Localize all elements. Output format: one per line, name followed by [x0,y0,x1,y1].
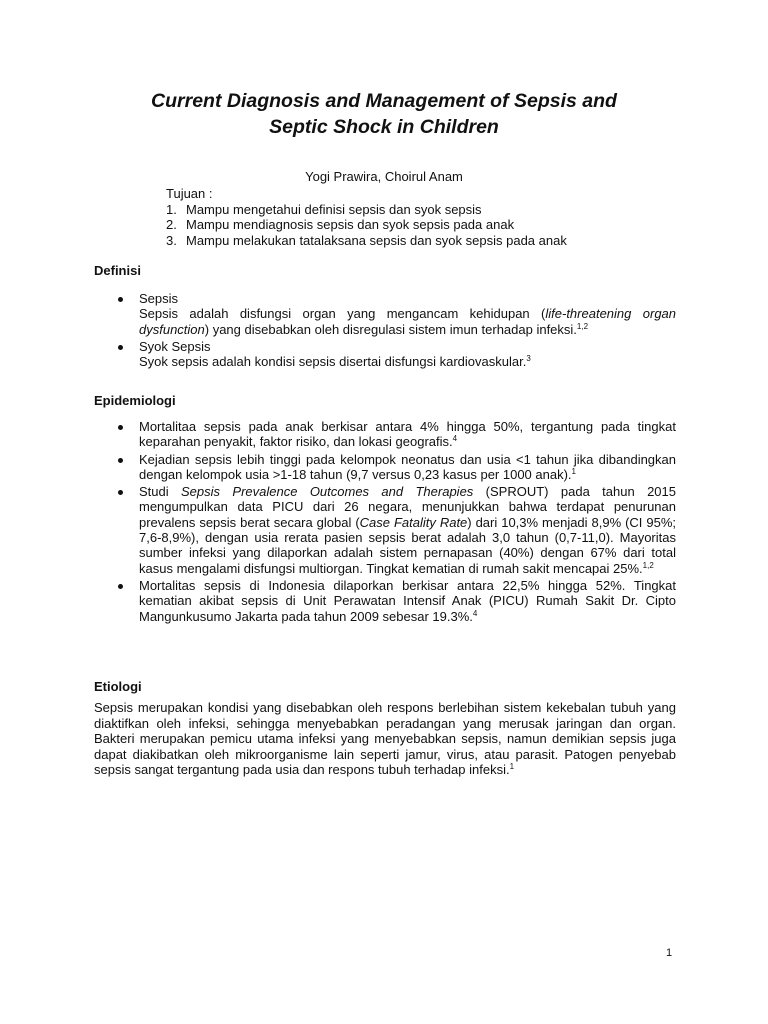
goal-number: 2. [166,217,177,232]
reference-marker: 4 [472,608,478,618]
term-sepsis: Sepsis [139,291,179,306]
goal-text: Mampu mengetahui definisi sepsis dan syok sepsis [186,201,482,217]
goal-text: Mampu melakukan tatalaksana sepsis dan syok sepsis pada anak [186,232,567,248]
list-item [94,339,676,370]
bullet-icon [118,345,123,350]
reference-marker: 3 [526,354,531,364]
section-heading-definisi: Definisi [94,263,141,278]
definition-sepsis: Sepsis adalah disfungsi organ yang mengancam kehidupan (life-threatening organ dysfunction) yang disebabkan oleh disregulasi sistem imun terhadap infeksi.$^{1,2}$ [139,306,677,337]
goal-number: 3. [166,232,177,248]
reference-marker: 1 [509,762,515,771]
goals-heading: Tujuan : [166,186,213,201]
bullet-icon [118,458,123,463]
reference-marker: 4 [452,434,458,444]
etiologi-paragraph: Sepsis merupakan kondisi yang disebabkan oleh respons berlebihan sistem kekebalan tubuh yang diaktifkan oleh infeksi, sehingga menyebabkan peradangan yang merusak jaringan dan organ. Bakteri merupakan pemicu utama infeksi yang menyebabkan sepsis, namun demikian sepsis juga dapat diakibatkan oleh mikroorganisme lain seperti jamur, virus, atau parasit. Patogen penyebab sepsis sangat tergantung pada usia dan respons tubuh terhadap infeksi.$^1$ [94,700,676,777]
term-syok-sepsis: Syok Sepsis [139,338,211,354]
title-line-1: Current Diagnosis and Management of Sepsis and [151,90,617,112]
reference-marker: 1,2 [576,321,589,331]
section-heading-epidemiologi: Epidemiologi [94,393,176,408]
document-title [92,88,676,140]
list-item: Mortalitaa sepsis pada anak berkisar antara 4% hingga 50%, tergantung pada tingkat keparahan penyakit, faktor risiko, dan lokasi geografis.$^4$ [94,419,676,450]
bullet-icon [118,425,123,430]
learning-goals [166,186,666,248]
definisi-list [94,291,676,369]
goal-item [166,217,666,233]
definition-syok-sepsis: Syok sepsis adalah kondisi sepsis disertai disfungsi kardiovaskular.$^3$ [139,354,531,370]
list-item: Studi Sepsis Prevalence Outcomes and Therapies (SPROUT) pada tahun 2015 mengumpulkan data PICU dari 26 negara, menunjukkan bahwa terdapat penurunan prevalens sepsis berat secara global (Case Fatality Rate) dari 10,3% menjadi 8,9% (CI 95%; 7,6-8,9%), dengan usia rerata pasien sepsis berat adalah 3,0 tahun (0,7-11,0). Mayoritas sumber infeksi yang dilaporkan adalah sistem pernapasan (40%) dengan 67% dari total kasus mengalami disfungsi multiorgan. Tingkat kematian di rumah sakit mencapai 25%.$^{1,2}$ [94,484,676,576]
list-item [94,291,676,337]
reference-marker: 1,2 [642,560,654,570]
list-item: Mortalitas sepsis di Indonesia dilaporkan berkisar antara 22,5% hingga 52%. Tingkat kematian akibat sepsis di Unit Perawatan Intensif Anak (PICU) Rumah Sakit Dr. Cipto Mangunkusumo Jakarta pada tahun 2009 sebesar 19.3%.$^4$ [94,578,676,624]
goal-text: Mampu mendiagnosis sepsis dan syok sepsis pada anak [186,217,515,232]
goal-item [166,202,666,218]
epidemiologi-list [94,419,676,624]
title-line-2: Septic Shock in Children [269,116,499,138]
bullet-icon [118,584,123,589]
list-item: Kejadian sepsis lebih tinggi pada kelompok neonatus dan usia <1 tahun jika dibandingkan dengan kelompok usia >1-18 tahun (9,7 versus 0,23 kasus per 1000 anak).$^1$ [94,452,676,483]
bullet-icon [118,490,123,495]
bullet-icon [118,297,123,302]
section-heading-etiologi: Etiologi [94,679,142,694]
goal-item [166,233,666,249]
page-number: 1 [666,947,673,959]
authors: Yogi Prawira, Choirul Anam [305,169,463,184]
goal-number: 1. [166,201,177,217]
goals-list [166,202,666,249]
reference-marker: 1 [571,466,576,476]
